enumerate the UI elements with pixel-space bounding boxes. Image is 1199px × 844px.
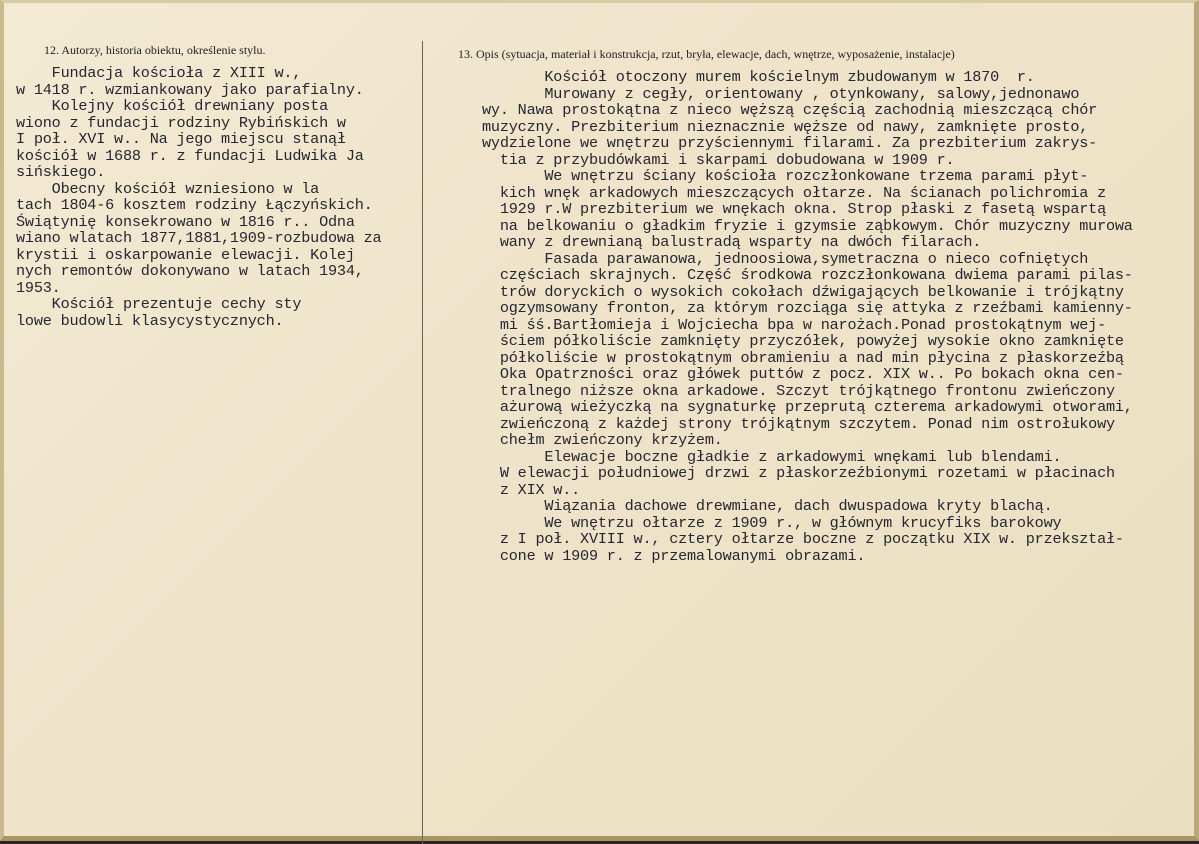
right-text-line: kich wnęk arkadowych mieszczących ołtarze. Na ścianach polichromia z [482, 183, 1106, 202]
right-text-line: muzyczny. Prezbiterium nieznacznie węższe od nawy, zamknięte prosto, [482, 117, 1089, 136]
right-text-line: Kościół otoczony murem kościelnym zbudowanym w 1870 r. [482, 68, 1035, 86]
left-text-line: nych remontów dokonywano w latach 1934, [16, 262, 364, 280]
left-text-line: I poł. XVI w.. Na jego miejscu stanął [16, 130, 346, 148]
right-text-line: ściem półkoliście zamknięty przyczółek, powyżej wysokie okno zamknięte [482, 332, 1124, 350]
right-text-line: z I poł. XVIII w., cztery ołtarze boczne z początku XIX w. przekształ- [482, 530, 1124, 548]
left-text-line: wiono z fundacji rodziny Rybińskich w [16, 113, 346, 132]
right-text-line: We wnętrzu ołtarze z 1909 r., w głównym krucyfiks barokowy [482, 513, 1062, 532]
left-text-line: Obecny kościół wzniesiono w la [16, 179, 320, 198]
right-text-line: częściach skrajnych. Część środkowa rozczłonkowana dwiema parami pilas- [482, 266, 1133, 284]
right-text-line: mi śś.Bartłomieja i Wojciecha bpa w narożach.Ponad prostokątnym wej- [482, 315, 1106, 334]
right-text-line: 1929 r.W prezbiterium we wnękach okna. Strop płaski z fasetą wspartą [482, 200, 1106, 218]
left-text-line: lowe budowli klasycystycznych. [16, 311, 284, 330]
section-12-heading: 12. Autorzy, historia obiektu, określenie stylu. [44, 43, 266, 57]
right-text-line: wy. Nawa prostokątna z nieco węższą częścią zachodnią mieszczącą chór [482, 101, 1098, 119]
right-text-line: Oka Opatrzności oraz główek puttów z pocz. XIX w.. Po bokach okna cen- [482, 365, 1124, 383]
section-13-heading: 13. Opis (sytuacja, materiał i konstrukcja, rzut, bryła, elewacje, dach, wnętrze, wyposażenie, instalacje) [458, 47, 955, 61]
right-text-line: ażurową wieżyczką na sygnaturkę przeprutą czterema arkadowymi otworami, [482, 398, 1133, 416]
left-text-line: sińskiego. [16, 163, 106, 181]
right-text-line: półkoliście w prostokątnym obramieniu a nad min płycina z płaskorzeźbą [482, 348, 1124, 367]
left-text-line: Świątynię konsekrowano w 1816 r.. Odna [16, 212, 355, 231]
right-text-line: cone w 1909 r. z przemalowanymi obrazami. [482, 546, 866, 565]
left-text-line: Kolejny kościół drewniany posta [16, 97, 328, 115]
right-text-line: Wiązania dachowe drewmiane, dach dwuspadowa kryty blachą. [482, 497, 1053, 515]
right-text-line: ogzymsowany fronton, za którym rozciąga się attyka z rzeźbami kamienny- [482, 299, 1133, 317]
right-text-line: z XIX w.. [482, 480, 581, 499]
left-text-line: w 1418 r. wzmiankowany jako parafialny. [16, 80, 364, 99]
right-text-line: na belkowaniu o gładkim fryzie i gzymsie ząbkowym. Chór muzyczny murowa [482, 216, 1133, 235]
right-text-line: We wnętrzu ściany kościoła rozczłonkowane trzema parami płyt- [482, 167, 1089, 185]
right-text-line: zwieńczoną z każdej strony trójkątnym szczytem. Ponad nim ostrołukowy [482, 414, 1115, 433]
right-text-line: tia z przybudówkami i skarpami dobudowana w 1909 r. [482, 150, 955, 169]
right-text-line: tralnego niższe okna arkadowe. Szczyt trójkątnego frontonu zwieńczony [482, 381, 1115, 400]
right-text-line: trów doryckich o wysokich cokołach dźwigających belkowanie i trójkątny [482, 282, 1124, 301]
right-text-line: wany z drewnianą balustradą wsparty na dwóch filarach. [482, 233, 982, 251]
section-12-text [16, 65, 381, 329]
left-text-line: krystii i oskarpowanie elewacji. Kolej [16, 245, 355, 264]
right-text-line: Elewacje boczne gładkie z arkadowymi wnękami lub blendami. [482, 447, 1062, 466]
right-text-line: Fasada parawanowa, jednoosiowa,symetraczna o nieco cofniętych [482, 249, 1089, 268]
left-text-line: wiano wlatach 1877,1881,1909-rozbudowa za [16, 229, 382, 247]
left-text-line: 1953. [16, 278, 61, 297]
column-divider [422, 41, 423, 844]
left-text-line: Kościół prezentuje cechy sty [16, 295, 302, 313]
right-text-line: chełm zwieńczony krzyżem. [482, 431, 723, 449]
left-text-line: tach 1804-6 kosztem rodziny Łączyńskich. [16, 196, 373, 214]
left-text-line: kościół w 1688 r. z fundacji Ludwika Ja [16, 146, 364, 165]
right-text-line: wydzielone we wnętrzu przyściennymi filarami. Za prezbiterium zakrys- [482, 134, 1098, 152]
section-13-text [482, 69, 1133, 564]
left-text-line: Fundacja kościoła z XIII w., [16, 64, 302, 82]
right-text-line: W elewacji południowej drzwi z płaskorzeźbionymi rozetami w płacinach [482, 464, 1115, 482]
right-text-line: Murowany z cegły, orientowany , otynkowany, salowy,jednonawo [482, 84, 1080, 103]
